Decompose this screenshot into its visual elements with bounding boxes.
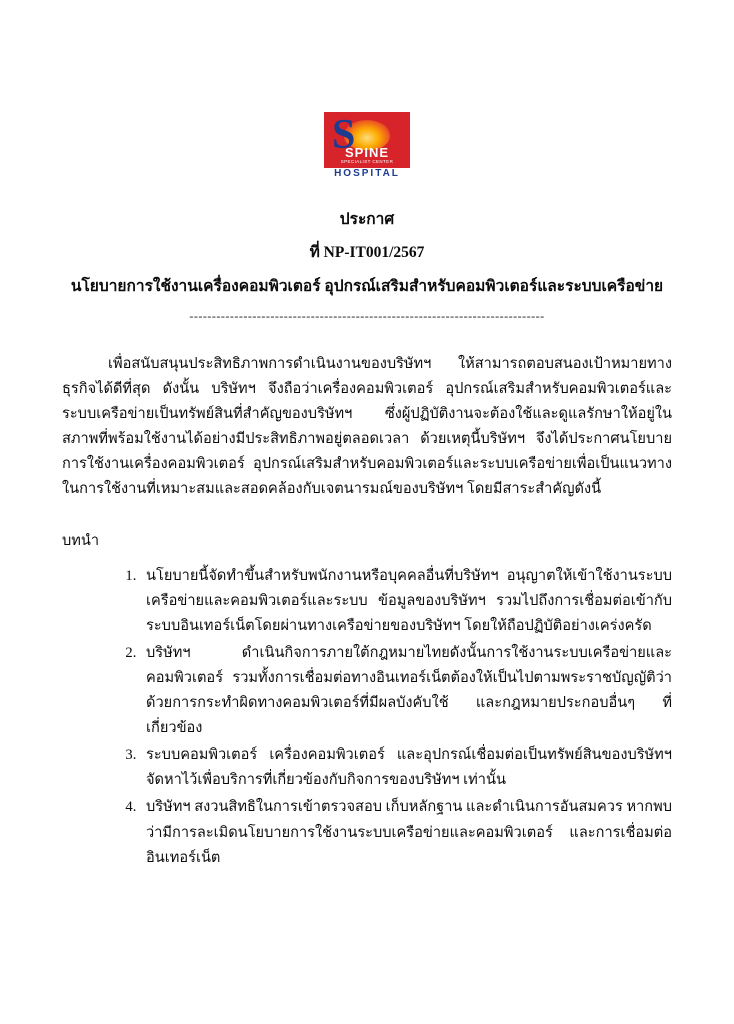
list-item: 4. บริษัทฯ สงวนสิทธิในการเข้าตรวจสอบ เก็บหลักฐาน และดำเนินการอันสมควร หากพบว่ามีการละเมิดนโยบายการใช้งานระบบเครือข่ายและคอมพิวเตอร์ และการเชื่อมต่ออินเทอร์เน็ต — [140, 795, 672, 870]
logo-letter-s: S — [332, 112, 355, 158]
clause-list — [62, 564, 672, 871]
intro-paragraph: เพื่อสนับสนุนประสิทธิภาพการดำเนินงานของบริษัทฯ ให้สามารถตอบสนองเป้าหมายทางธุรกิจได้ดีที่สุด ดังนั้น บริษัทฯ จึงถือว่าเครื่องคอมพิวเตอร์ อุปกรณ์เสริมสำหรับคอมพิวเตอร์และระบบเครือข่ายเป็นทรัพย์สินที่สำคัญของบริษัทฯ ซึ่งผู้ปฏิบัติงานจะต้องใช้และดูแลรักษาให้อยู่ในสภาพที่พร้อมใช้งานได้อย่างมีประสิทธิภาพอยู่ตลอดเวลา ด้วยเหตุนี้บริษัทฯ จึงได้ประกาศนโยบายการใช้งานเครื่องคอมพิวเตอร์ อุปกรณ์เสริมสำหรับคอมพิวเตอร์และระบบเครือข่ายเพื่อเป็นแนวทางในการใช้งานที่เหมาะสมและสอดคล้องกับเจตนารมณ์ของบริษัทฯ โดยมีสาระสำคัญดังนี้ — [62, 356, 672, 498]
logo-container — [62, 0, 672, 184]
document-heading: ประกาศ — [339, 211, 395, 228]
list-item: 2. บริษัทฯ ดำเนินกิจการภายใต้กฎหมายไทยดังนั้นการใช้งานระบบเครือข่ายและคอมพิวเตอร์ รวมทั้งการเชื่อมต่อทางอินเทอร์เน็ตต้องให้เป็นไปตามพระราชบัญญัติว่าด้วยการกระทำผิดทางคอมพิวเตอร์ที่มีผลบังคับใช้ และกฎหมายประกอบอื่นๆ ที่เกี่ยวข้อง — [140, 641, 672, 741]
document-title: นโยบายการใช้งานเครื่องคอมพิวเตอร์ อุปกรณ์เสริมสำหรับคอมพิวเตอร์และระบบเครือข่าย — [70, 278, 664, 295]
spine-hospital-logo — [324, 112, 410, 184]
document-number: ที่ NP-IT001/2567 — [309, 244, 425, 261]
logo-wordmark: SPINE — [344, 145, 389, 160]
list-item: 1. นโยบายนี้จัดทำขึ้นสำหรับพนักงานหรือบุคคลอื่นที่บริษัทฯ อนุญาตให้เข้าใช้งานระบบเครือข่ายและคอมพิวเตอร์และระบบ ข้อมูลของบริษัทฯ รวมไปถึงการเชื่อมต่อเข้ากับระบบอินเทอร์เน็ตโดยผ่านทางเครือข่ายของบริษัทฯ โดยให้ถือปฏิบัติอย่างเคร่งครัด — [140, 564, 672, 639]
logo-hospital-text: HOSPITAL — [334, 168, 400, 179]
list-item: 3. ระบบคอมพิวเตอร์ เครื่องคอมพิวเตอร์ และอุปกรณ์เชื่อมต่อเป็นทรัพย์สินของบริษัทฯ จัดหาไว้เพื่อบริการที่เกี่ยวข้องกับกิจการของบริษัทฯ เท่านั้น — [140, 743, 672, 793]
section-label-intro: บทนำ — [62, 532, 100, 549]
divider-line: ------------------------------------------------------------------------------- — [189, 309, 545, 323]
logo-tagline: SPECIALIST CENTER — [340, 159, 394, 164]
